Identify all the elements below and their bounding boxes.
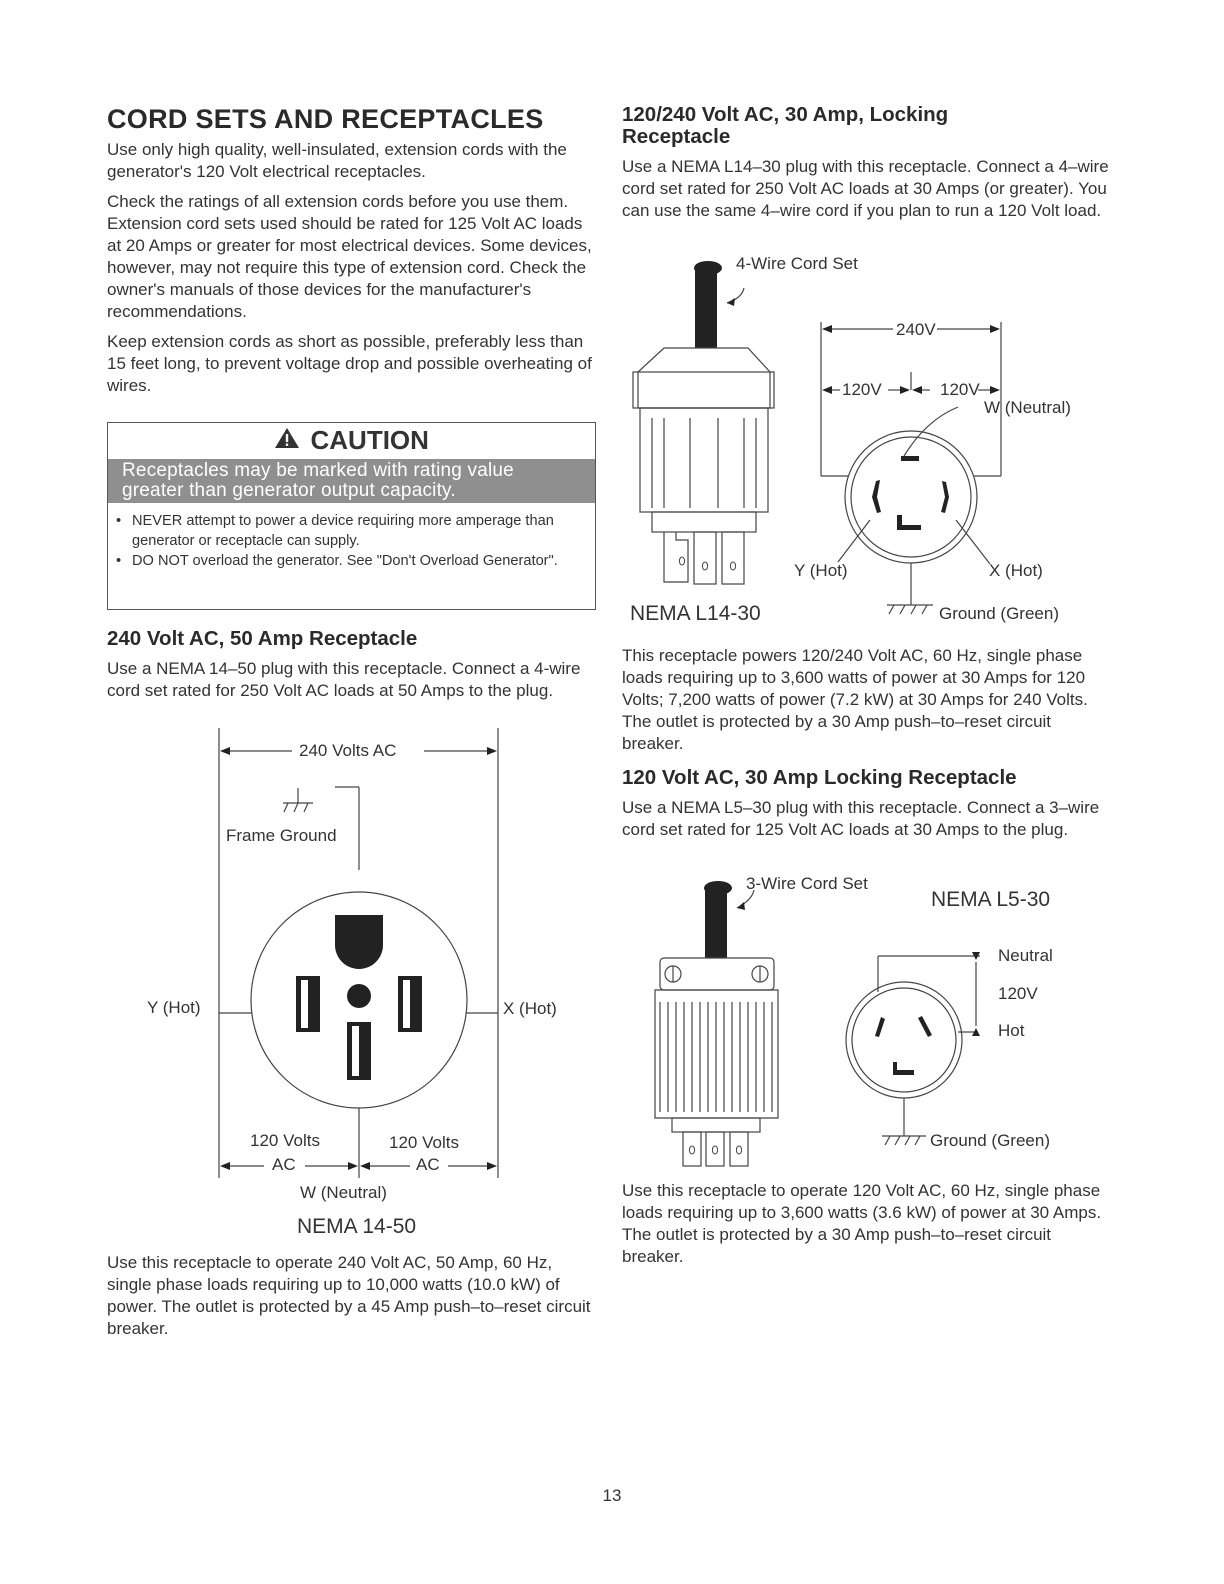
label-4-wire-cord-set: 4-Wire Cord Set (736, 254, 858, 273)
label-w-neutral: W (Neutral) (300, 1183, 387, 1202)
label-3-wire-cord-set: 3-Wire Cord Set (746, 874, 868, 893)
label-240v: 240V (896, 320, 936, 339)
label-y-hot: Y (Hot) (147, 998, 201, 1017)
caution-title: CAUTION (310, 425, 429, 455)
section-l5-30-title: 120 Volt AC, 30 Amp Locking Receptacle (622, 766, 1017, 789)
label-w-neutral-l14: W (Neutral) (984, 398, 1071, 417)
caution-warning-band: Receptacles may be marked with rating value greater than generator output capacity. (108, 459, 595, 503)
label-120-volts-1: 120 Volts (250, 1131, 320, 1150)
section-l14-30-title: 120/240 Volt AC, 30 Amp, Locking Receptacle (622, 103, 949, 148)
label-x-hot-l14: X (Hot) (989, 561, 1043, 580)
label-120v-b: 120V (940, 380, 980, 399)
label-240-volts-ac: 240 Volts AC (299, 741, 397, 760)
caution-item: • NEVER attempt to power a device requiring more amperage than generator or receptacle can supply. (108, 511, 595, 551)
cord-3-wire (705, 886, 727, 958)
section-l5-30-body: Use a NEMA L5–30 plug with this receptacle. Connect a 3–wire cord set rated for 125 Volt AC loads at 30 Amps to the plug. (622, 798, 1100, 839)
label-frame-ground: Frame Ground (226, 826, 337, 845)
section-l14-30-after: This receptacle powers 120/240 Volt AC, 60 Hz, single phase loads requiring up to 3,600 watts of power at 30 Amps for 120 Volts; 7,200 watts of power (7.2 kW) at 30 Amps for 240 Volts. The outlet is protected by a 30 Amp push–to–reset circuit breaker. (622, 646, 1088, 753)
label-ground-green-l5: Ground (Green) (930, 1131, 1050, 1150)
label-ground-green-l14: Ground (Green) (939, 604, 1059, 623)
label-x-hot: X (Hot) (503, 999, 557, 1018)
ratings-paragraph: Check the ratings of all extension cords before you use them. Extension cord sets used should be rated for 125 Volt AC loads at 20 Amps or greater for most electrical devices. Some devices, however, may not require this type of extension cord. Check the owner's manuals of those devices for the manufacturer's recommendations. (107, 192, 592, 321)
label-nema-14-50: NEMA 14-50 (297, 1215, 417, 1238)
section-240v-title: 240 Volt AC, 50 Amp Receptacle (107, 627, 418, 650)
label-120v-a: 120V (842, 380, 882, 399)
plug-head-l5 (660, 958, 774, 990)
label-neutral-l5: Neutral (998, 946, 1053, 965)
caution-item: • DO NOT overload the generator. See "Don't Overload Generator". (108, 551, 595, 571)
label-y-hot-l14: Y (Hot) (794, 561, 848, 580)
section-240v-body: Use a NEMA 14–50 plug with this receptacle. Connect a 4-wire cord set rated for 250 Volt AC loads at 50 Amps to the plug. (107, 659, 581, 700)
section-240v-after: Use this receptacle to operate 240 Volt AC, 50 Amp, 60 Hz, single phase loads requiring up to 10,000 watts (10.0 kW) of power. The outlet is protected by a 45 Amp push–to–reset circuit breaker. (107, 1253, 591, 1338)
section-title: CORD SETS AND RECEPTACLES (107, 104, 544, 134)
label-ac-2: AC (416, 1155, 440, 1174)
label-hot-l5: Hot (998, 1021, 1025, 1040)
intro-paragraph: Use only high quality, well-insulated, extension cords with the generator's 120 Volt electrical receptacles. (107, 140, 567, 181)
section-l5-30-after: Use this receptacle to operate 120 Volt AC, 60 Hz, single phase loads requiring up to 3,600 watts (3.6 kW) of power at 30 Amps. The outlet is protected by a 30 Amp push–to–reset circuit breaker. (622, 1181, 1102, 1266)
label-nema-l5-30: NEMA L5-30 (931, 888, 1051, 911)
label-ac-1: AC (272, 1155, 296, 1174)
length-paragraph: Keep extension cords as short as possible, preferably less than 15 feet long, to prevent voltage drop and possible overheating of wires. (107, 332, 592, 395)
section-l5-30-description (622, 1180, 1112, 1268)
label-120v-l5: 120V (998, 984, 1038, 1003)
label-120-volts-2: 120 Volts (389, 1133, 459, 1152)
section-l14-30-body: Use a NEMA L14–30 plug with this receptacle. Connect a 4–wire cord set rated for 250 Volt AC loads at 30 Amps (or greater). You can use the same 4–wire cord if you plan to run a 120 Volt load. (622, 157, 1109, 220)
page-number: 13 (602, 1486, 622, 1505)
label-nema-l14-30: NEMA L14-30 (630, 602, 761, 625)
